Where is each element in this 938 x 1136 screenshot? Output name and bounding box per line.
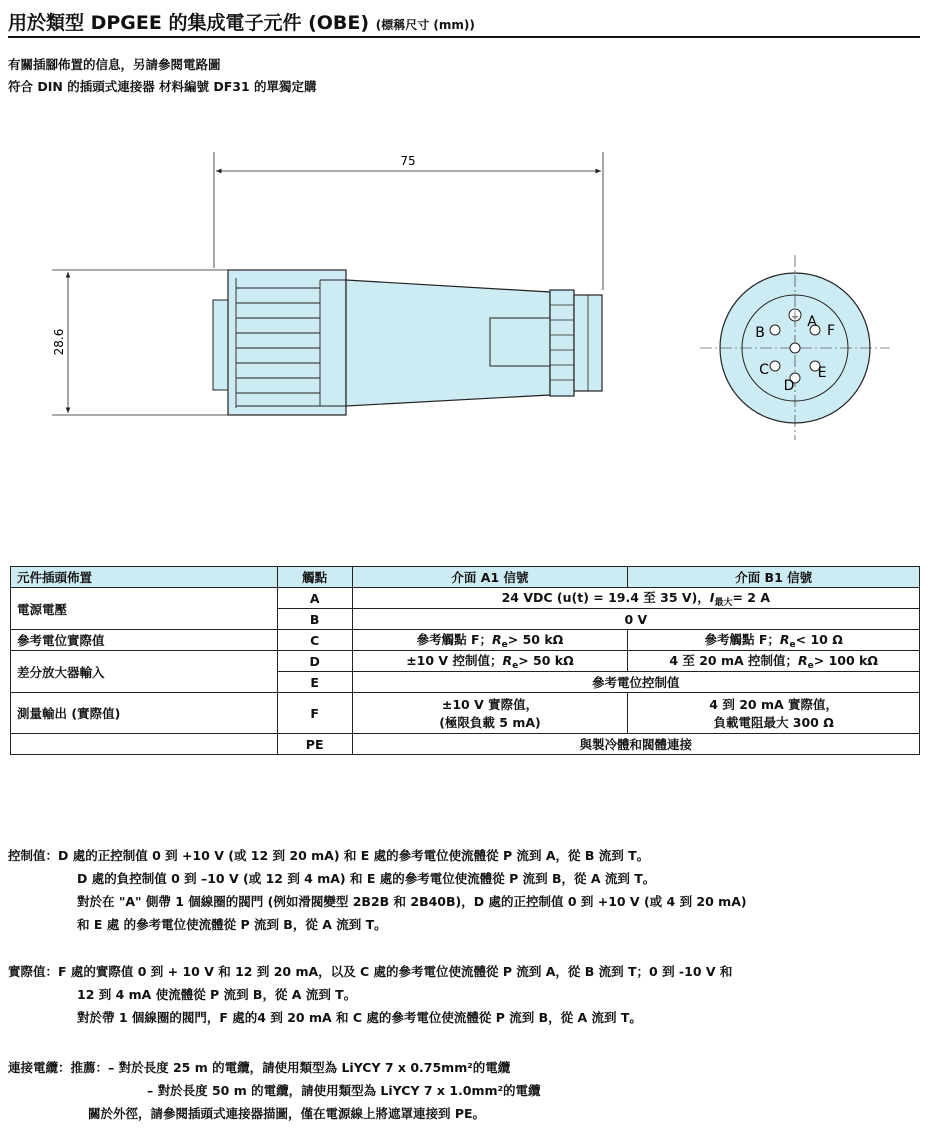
actual-section: 實際值：F 處的實際值 0 到 + 10 V 和 12 到 20 mA，以及 C 處的參考電位使流體從 P 流到 A，從 B 流到 T；0 到 -10 V 和 12 到 4 mA 使流體從 P 流到 B，從 A 流到 T。 對於帶 1 個線圈的閥門，F 處的4 到 20 mA 和 C 處的參考電位使流體從 P 流到 B，從 A 流到 T。 <box>8 964 733 1025</box>
cable-section: 連接電纜：推薦：– 對於長度 25 m 的電纜，請使用類型為 LiYCY 7 x 0.75mm²的電纜 – 對於長度 50 m 的電纜，請使用類型為 LiYCY 7 x 1.0mm²的電纜 關於外徑，請參閱插頭式連接器描圖，僅在電源線上將遮罩連接到 PE。 <box>8 1060 541 1121</box>
contact-b: B <box>277 609 352 630</box>
table-row <box>11 630 920 651</box>
header-a1-signal: 介面 A1 信號 <box>352 567 628 588</box>
group-diff-amp: 差分放大器輸入 <box>11 651 278 693</box>
cell-e: 參考電位控制值 <box>352 672 919 693</box>
cell-d-a1: ±10 V 控制值；$R_e> 50$ kΩ <box>352 651 628 672</box>
pin-e-label: E <box>817 365 827 381</box>
table-header-row <box>11 567 920 588</box>
header-b1-signal: 介面 B1 信號 <box>628 567 920 588</box>
table-row <box>11 588 920 609</box>
contact-a: A <box>277 588 352 609</box>
pin-b-label: B <box>755 325 765 341</box>
cell-f-b1: 4 到 20 mA 實際值， 負載電阻最大 300 Ω <box>628 693 920 734</box>
header-plug-layout: 元件插頭佈置 <box>11 567 278 588</box>
front-view <box>700 255 890 440</box>
pin-assignment-table <box>10 566 920 755</box>
cable-label: 連接電纜：推薦： <box>8 1060 109 1075</box>
group-measure: 測量輸出 (實際值) <box>11 693 278 734</box>
control-label: 控制值： <box>8 848 59 863</box>
page-title <box>8 8 475 35</box>
group-power: 電源電壓 <box>11 588 278 630</box>
cell-c-a1: 參考觸點 F；$R_e> 50$ kΩ <box>352 630 628 651</box>
control-section: 控制值：D 處的正控制值 0 到 +10 V (或 12 到 20 mA) 和 E 處的參考電位使流體從 P 流到 A，從 B 流到 T。 D 處的負控制值 0 到 –10 V (或 12 到 4 mA) 和 E 處的參考電位使流體從 P 流到 B，從 A 流到 T。 對於在 "A" 側帶 1 個線圈的閥門 (例如滑閥變型 2B2B 和 2B40B)，D 處的正控制值 0 到 +10 V (或 4 到 20 mA) 和 E 處 的參考電位使流體從 P 流到 B，從 A 流到 T。 <box>8 848 747 932</box>
contact-pe: PE <box>277 734 352 755</box>
body-flat <box>490 318 552 366</box>
dim-height-label: 28.6 <box>52 328 66 356</box>
group-reference: 參考電位實際值 <box>11 630 278 651</box>
pin-d-label: D <box>783 378 795 394</box>
title-unit: (標稱尺寸 (mm)) <box>375 18 475 32</box>
pin-f-label: F <box>826 323 836 339</box>
group-empty <box>11 734 278 755</box>
dim-length-label: 75 <box>400 154 416 168</box>
connector-drawing <box>0 140 938 440</box>
table-row <box>11 651 920 672</box>
actual-label: 實際值： <box>8 964 59 979</box>
contact-e: E <box>277 672 352 693</box>
cell-f-a1: ±10 V 實際值， (極限負載 5 mA) <box>352 693 628 734</box>
pin-c-label: C <box>759 362 769 378</box>
title-main: 用於類型 DPGEE 的集成電子元件 (OBE) <box>8 12 370 34</box>
table-row <box>11 734 920 755</box>
cell-a: 24 VDC (u(t) = 19.4 至 35 V)，$I_{最大}= 2$ A <box>352 588 919 609</box>
pin-ground-label: ⏚ <box>790 311 800 322</box>
cell-pe: 與製冷體和閥體連接 <box>352 734 919 755</box>
contact-f: F <box>277 693 352 734</box>
title-rule <box>8 36 920 38</box>
header-contact: 觸點 <box>277 567 352 588</box>
table-row <box>11 693 920 734</box>
pin-a-label: A <box>807 314 817 330</box>
contact-d: D <box>277 651 352 672</box>
cell-b: 0 V <box>352 609 919 630</box>
cell-d-b1: 4 至 20 mA 控制值；$R_e> 100$ kΩ <box>628 651 920 672</box>
note-din-connector: 符合 DIN 的插頭式連接器 材料編號 DF31 的單獨定購 <box>8 79 317 94</box>
contact-c: C <box>277 630 352 651</box>
note-pin-info: 有關插腳佈置的信息，另請參閱電路圖 <box>8 57 221 72</box>
cell-c-b1: 參考觸點 F；$R_e< 10$ Ω <box>628 630 920 651</box>
